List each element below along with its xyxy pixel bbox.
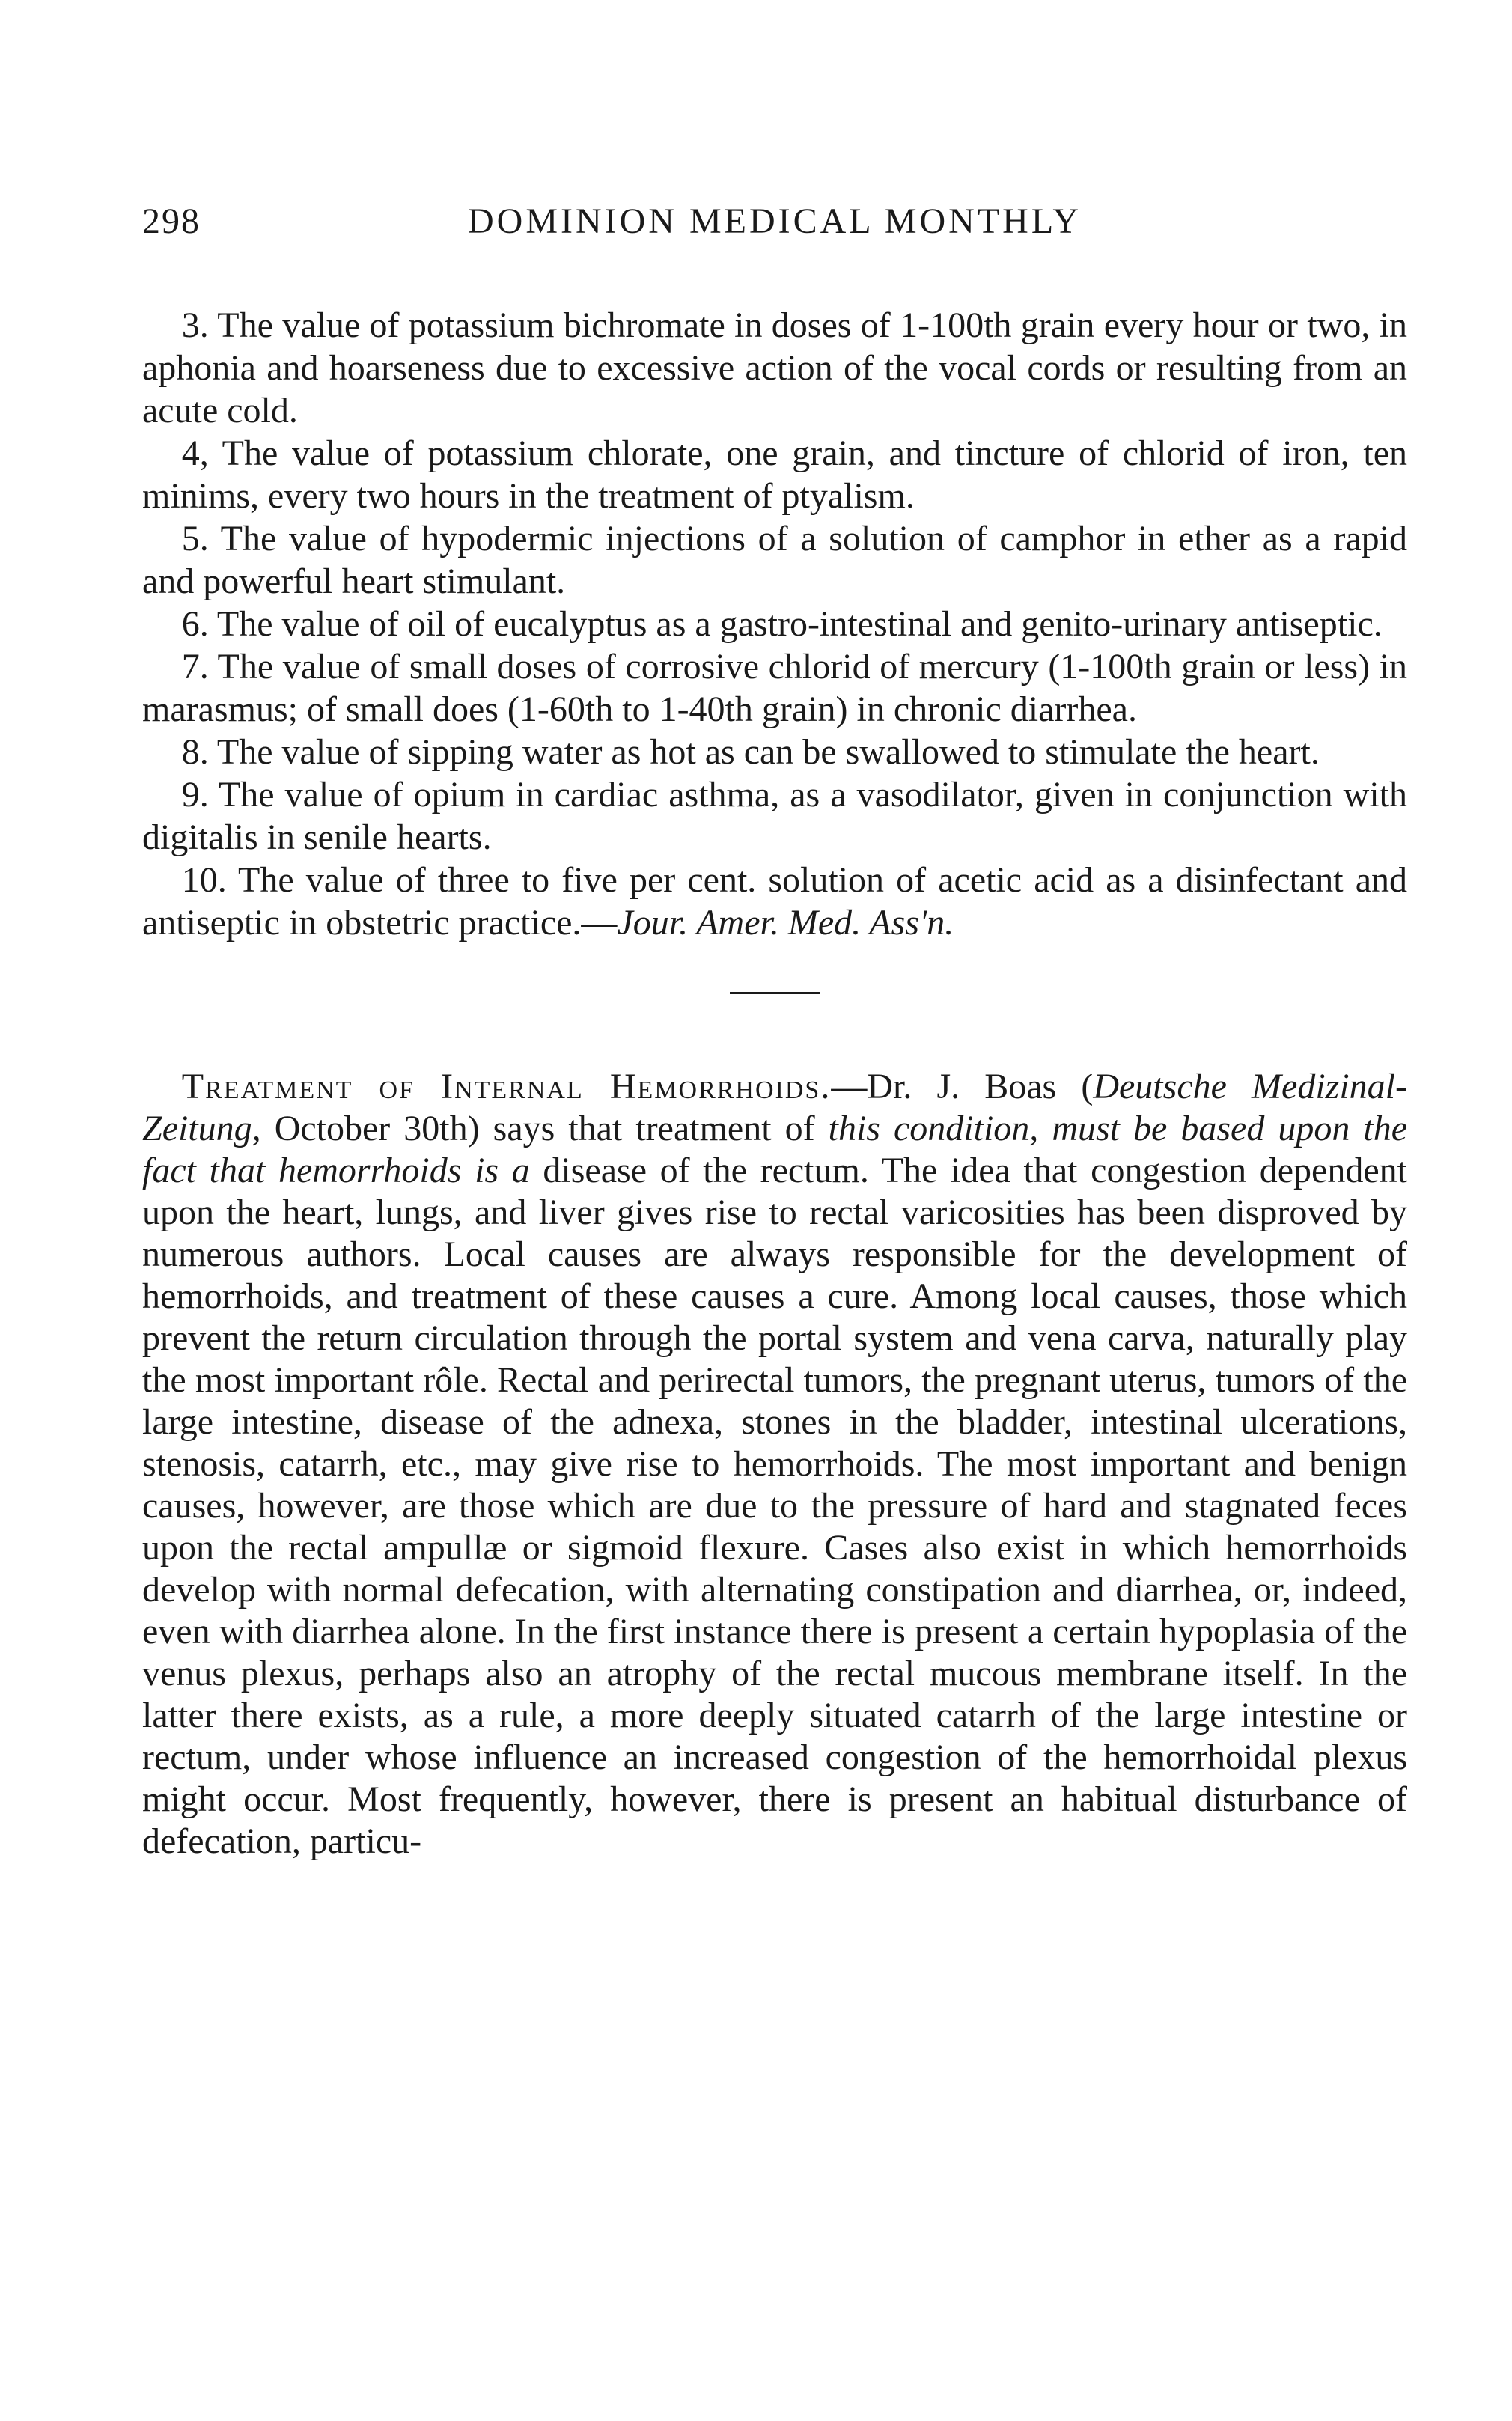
list-item <box>142 645 1407 731</box>
list-item-text: 6. The value of oil of eucalyptus as a gastro-intestinal and genito-urinary antiseptic. <box>181 604 1383 644</box>
article-author: —Dr. J. Boas ( <box>831 1067 1094 1106</box>
list-item-text: 8. The value of sipping water as hot as can be swallowed to stimulate the heart. <box>181 732 1320 772</box>
list-item <box>142 432 1407 517</box>
section-divider <box>730 992 820 994</box>
list-item <box>142 731 1407 773</box>
journal-title: DOMINION MEDICAL MONTHLY <box>467 201 1082 241</box>
list-item <box>142 859 1407 944</box>
list-item-text: 3. The value of potassium bichromate in doses of 1-100th grain every hour or two, in aphonia and hoarseness due to excessive action of the vocal cords or resulting from an acute cold. <box>142 305 1407 430</box>
article-paragraph <box>142 1066 1407 1863</box>
citation: Jour. Amer. Med. Ass'n. <box>617 903 954 942</box>
list-item-text: 5. The value of hypodermic injections of a solution of camphor in ether as a rapid and powerful heart stimulant. <box>142 519 1407 601</box>
article-heading: Treatment of Internal Hemorrhoids. <box>181 1067 832 1106</box>
article-italic-phrase: this condition, must be based upon the fact that hemorrhoids is a <box>142 1109 1408 1190</box>
list-item-text: 4, The value of potassium chlorate, one grain, and tincture of chlorid of iron, ten minims, every two hours in the treatment of ptyalism. <box>142 433 1407 516</box>
article-date: October 30th) says that treatment of <box>260 1109 829 1148</box>
page <box>142 187 1407 1863</box>
page-number: 298 <box>142 201 201 241</box>
running-head <box>142 187 1407 247</box>
article-body: disease of the rectum. The idea that congestion dependent upon the heart, lungs, and liver gives rise to rectal varicosities has been disproved by numerous authors. Local causes are always responsible for the development of hemorrhoids, and treatment of these causes a cure. Among local causes, those which prevent the return circulation through the portal system and vena carva, naturally play the most important rôle. Rectal and perirectal tumors, the pregnant uterus, tumors of the large intestine, disease of the adnexa, stones in the bladder, intestinal ulcerations, stenosis, catarrh, etc., may give rise to hemorrhoids. The most important and benign causes, however, are those which are due to the pressure of hard and stagnated feces upon the rectal ampullæ or sigmoid flexure. Cases also exist in which hemorrhoids develop with normal defecation, with alternating constipation and diarrhea, or, indeed, even with diarrhea alone. In the first instance there is present a certain hypoplasia of the venus plexus, perhaps also an atrophy of the rectal mucous membrane itself. In the latter there exists, as a rule, a more deeply situated catarrh of the large intestine or rectum, under whose influence an increased congestion of the hemorrhoidal plexus might occur. Most frequently, however, there is present an habitual disturbance of defecation, particu- <box>142 1151 1408 1861</box>
list-item <box>142 304 1407 432</box>
numbered-list <box>142 304 1407 944</box>
list-item <box>142 517 1407 603</box>
list-item-text: 7. The value of small doses of corrosive chlorid of mercury (1-100th grain or less) in marasmus; of small does (1-60th to 1-40th grain) in chronic diarrhea. <box>142 647 1407 729</box>
list-item-text: 9. The value of opium in cardiac asthma, as a vasodilator, given in conjunction with digitalis in senile hearts. <box>142 775 1407 857</box>
article-source: Deutsche Medizinal-Zeitung, <box>142 1067 1407 1148</box>
list-item <box>142 603 1407 645</box>
list-item-text: 10. The value of three to five per cent. solution of acetic acid as a disinfectant and antiseptic in obstetric practice.— <box>142 860 1407 942</box>
list-item <box>142 773 1407 859</box>
